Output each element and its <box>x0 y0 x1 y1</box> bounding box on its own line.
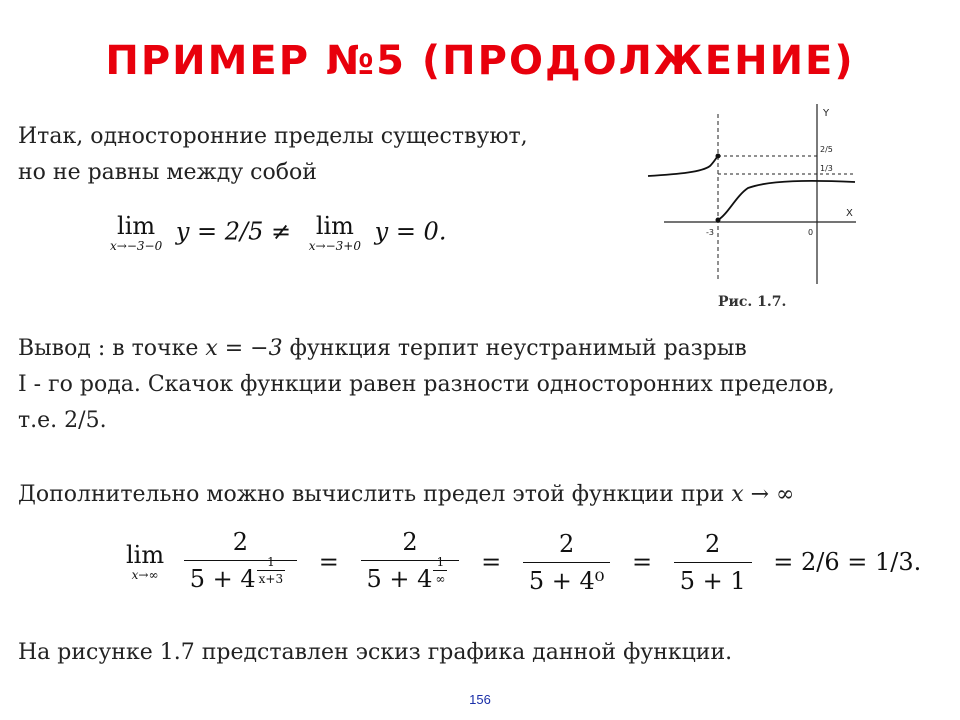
exponent-2: $\frac{1}{\infty}$ <box>435 555 446 586</box>
point-left-end <box>716 154 721 159</box>
limit-infinity: lim x→∞ <box>126 541 165 582</box>
exponent-1: $\frac{1}{x+3}$ <box>258 555 284 586</box>
fraction-3: $\frac{2}{\text{5 + 4⁰}}$ <box>523 530 611 595</box>
tick-label-1-3: 1/3 <box>820 164 833 173</box>
limit-at-infinity-formula: lim x→∞ 2 5 + 4 $\frac{1}{x+3}$ = 2 5 + 4 $\frac{1}{\infty}$ = $\frac{2}{\text{5 + 4⁰}}$ = $\frac{2}{5 + 1}$ = 2/6 = 1/3. <box>126 528 922 595</box>
tick-label-zero: 0 <box>808 228 814 237</box>
figure-note: На рисунке 1.7 представлен эскиз графика данной функции. <box>18 640 733 665</box>
tick-label-2-5: 2/5 <box>820 145 833 154</box>
limit-result: = 2/6 = 1/3. <box>773 548 922 576</box>
left-branch-curve <box>648 156 718 176</box>
limit-left: lim x→−3−0 <box>110 212 163 253</box>
fraction-2: 2 5 + 4 $\frac{1}{\infty}$ <box>361 528 460 596</box>
function-graph <box>640 100 870 290</box>
limit-right: lim x→−3+0 <box>308 212 361 253</box>
figure-caption: Рис. 1.7. <box>718 294 787 310</box>
text-line-1: Итак, односторонние пределы существуют, <box>18 124 528 149</box>
page-number: 156 <box>469 692 491 707</box>
right-branch-curve <box>718 181 855 220</box>
x-axis-label: X <box>846 208 853 219</box>
right-limit-expression: y = 0. <box>374 217 447 246</box>
y-axis-label: Y <box>823 108 830 119</box>
conclusion-line-3: т.е. 2/5. <box>18 408 107 433</box>
slide-title: ПРИМЕР №5 (ПРОДОЛЖЕНИЕ) <box>105 38 855 84</box>
point-value: x = −3 <box>205 336 283 361</box>
infinity-condition: x → ∞ <box>731 482 795 507</box>
tick-label-minus-3: -3 <box>706 228 714 237</box>
fraction-4: $\frac{2}{5 + 1}$ <box>674 530 752 595</box>
text-line-2: но не равны между собой <box>18 160 317 185</box>
conclusion-line-2: I - го рода. Скачок функции равен разности односторонних пределов, <box>18 372 835 397</box>
left-limit-expression: y = 2/5 ≠ <box>175 217 292 246</box>
conclusion-line-1: Вывод : в точке x = −3 функция терпит неустранимый разрыв <box>18 336 747 361</box>
additional-text: Дополнительно можно вычислить предел этой функции при x → ∞ <box>18 482 795 507</box>
point-right-start <box>716 218 721 223</box>
one-sided-limits-formula <box>110 214 446 252</box>
fraction-1: 2 5 + 4 $\frac{1}{x+3}$ <box>184 528 297 596</box>
